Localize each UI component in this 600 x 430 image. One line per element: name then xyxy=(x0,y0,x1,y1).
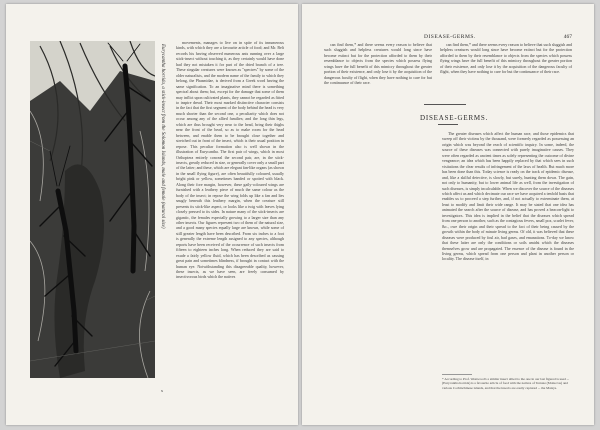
left-text-column xyxy=(176,40,284,410)
title-underline xyxy=(438,124,458,125)
running-head: DISEASE-GERMS. xyxy=(424,34,476,40)
plate-caption: Eurycantha horrida, a stick-insect from the Solomon Islands, male and female (natural size) xyxy=(160,44,165,229)
footnote: * According to Prof. Westwood's a similar insect allied to the one in our last figured is used ... (Eurycantha horrida) is a favourite article of food with the natives of Ternate (Moluccas) and various Cochinchinese islands, and that the insects are easily captured ... the Malays. xyxy=(442,377,570,390)
left-page xyxy=(6,4,298,425)
section-title: DISEASE-GERMS. xyxy=(420,114,489,122)
right-column-text: The greater diseases which affect the human race, and those epidemics that sweep off their victims by the thousand, were formerly regarded as possessing an origin which was beyond the reach of scientific inquiry. In some, indeed, the source of these diseases was connected with purely imaginative causes. They were often regarded as ancient times as solely representing the outcome of divine vengeance; an idea which has been happily replaced by that which sees in such visitations the clear results of infringement of the laws of health. But much more has been done than this. Today science is ready on the track of epidemic disease, and, like a skilful detective, is slowly, but surely, hunting them down. The gain, not only to humanity, but to lower animal life as well, from the investigation of such diseases, is simply incalculable. When we discover the source of the diseases which affect us and which decimate our race we have acquired a tenfold basis that enables us to proceed a step further, and, if not actually to exterminate them, at least to modify and limit their wide range. It may be stated that one idea has animated the search after the source of disease, and has proved a beacon-light to investigators. This idea is implied in the belief that the diseases which spread from one person to another, such as the contagious fevers, small pox, scarlet fever, &c., owe their origin and their spread to the fact of their being caused by the growth within the body of minute living germs. Of old, it was believed that these diseases were produced by foul air, bad gases, and emanations. To-day we know that these latter are only the conditions or soils amidst which the diseases themselves grow and are propagated. The essence of the disease is found in the living germs, which spread from one person and plant in another person or locality. The disease itself, in xyxy=(442,131,574,262)
stick-insect-plate-illustration xyxy=(30,41,155,378)
top-text-right xyxy=(440,42,572,100)
right-text-column xyxy=(442,131,574,371)
left-column-text: movements, manages to live on in spite of its innumerous kinds, with which they are a favourite article of food; and Mr. Belt records his having observed numerous ants running over a large stick-insect without touching it, as they certainly would have done had they not mistaken it for part of the dried branch of a tree. These singular creatures were known as "spectres" by some of the older naturalists, and the modern name of the family to which they belong, the Phasmidae, is derived from a Greek word having the same signification. To an imaginative mind there is something spectral about them; but, except for the damage that some of them may inflict upon cultivated plants, they cannot be regarded as fitted to inspire dread. Their most marked distinctive character consists in the fact that the first segment of the body behind the head is very much shorter than the second one, a peculiarity which does not occur among any of the allied families; and the long thin legs, which are thus brought very near to the head, bring their thighs near the front of the head, so as to make room for the head between, and enable them to be brought close together and stretched out in front of the insect, which is their usual position in repose. This peculiar formation also is well shown in the illustration of Eurycantha. The first pair of wings, which in most Orthoptera entirely conceal the second pair, are, in the stick-insects, greatly reduced in size, or generally cover only a small part of the latter; and these, which are elegant fan-like organs (as shown in the small flying figure), are often beautifully coloured, usually bright pink or yellow, sometimes banded or spotted with black. Along their fore margin, however, these gaily-coloured wings are furnished with a leathery piece of much the same colour as the body of the insect; in repose the wing folds up like a fan and lies snugly beneath this leathery margin, when the creature still presents its stick-like aspect, or looks like a twig with leaves lying closely pressed to its sides. In nature many of the stick-insects are gigantic, the females especially growing to a larger size than any other insects. Our figures represent two of them of the natural size, and a good many species equally large are known, while some of still greater length have been described. From six inches to a foot is generally the extreme length assigned to any species, although reports have been received of the occurrence of such insects from fifteen to eighteen inches long. When reduced they are said to exude a fairly yellow fluid, which has been described as causing great pain and sometimes blindness, if brought in contact with the human eye. Notwithstanding this disagreeable quality, however, these insects, as we have seen, are freely consumed by insectivorous birds which the natives xyxy=(176,40,284,280)
plate-number: x xyxy=(161,388,163,393)
section-rule xyxy=(424,104,466,105)
top-text-left: can find them,* and there seems every reason to believe that such sluggish and helpless creatures would long since have become extinct but for the protection afforded to them by their resemblance to objects from the species which possess flying wings have the full benefit of this mimicry throughout the greater portion of their existence, and only lose it by the acquisition of the dangerous faculty of flight, when they have nothing to care for but the continuance of their race. xyxy=(324,42,432,86)
footnote-rule xyxy=(442,374,472,375)
page-number: 467 xyxy=(563,34,572,40)
right-top-text: can find them,* and there seems every reason to believe that such sluggish and helpless creatures would long since have become extinct but for the protection afforded to them by their resemblance to objects from the species which possess flying wings have the full benefit of this mimicry throughout the greater portion of their existence, and only lose it by the acquisition of the dangerous faculty of flight, when they have nothing to care for but the continuance of their race. xyxy=(440,42,572,75)
right-page xyxy=(302,4,594,425)
